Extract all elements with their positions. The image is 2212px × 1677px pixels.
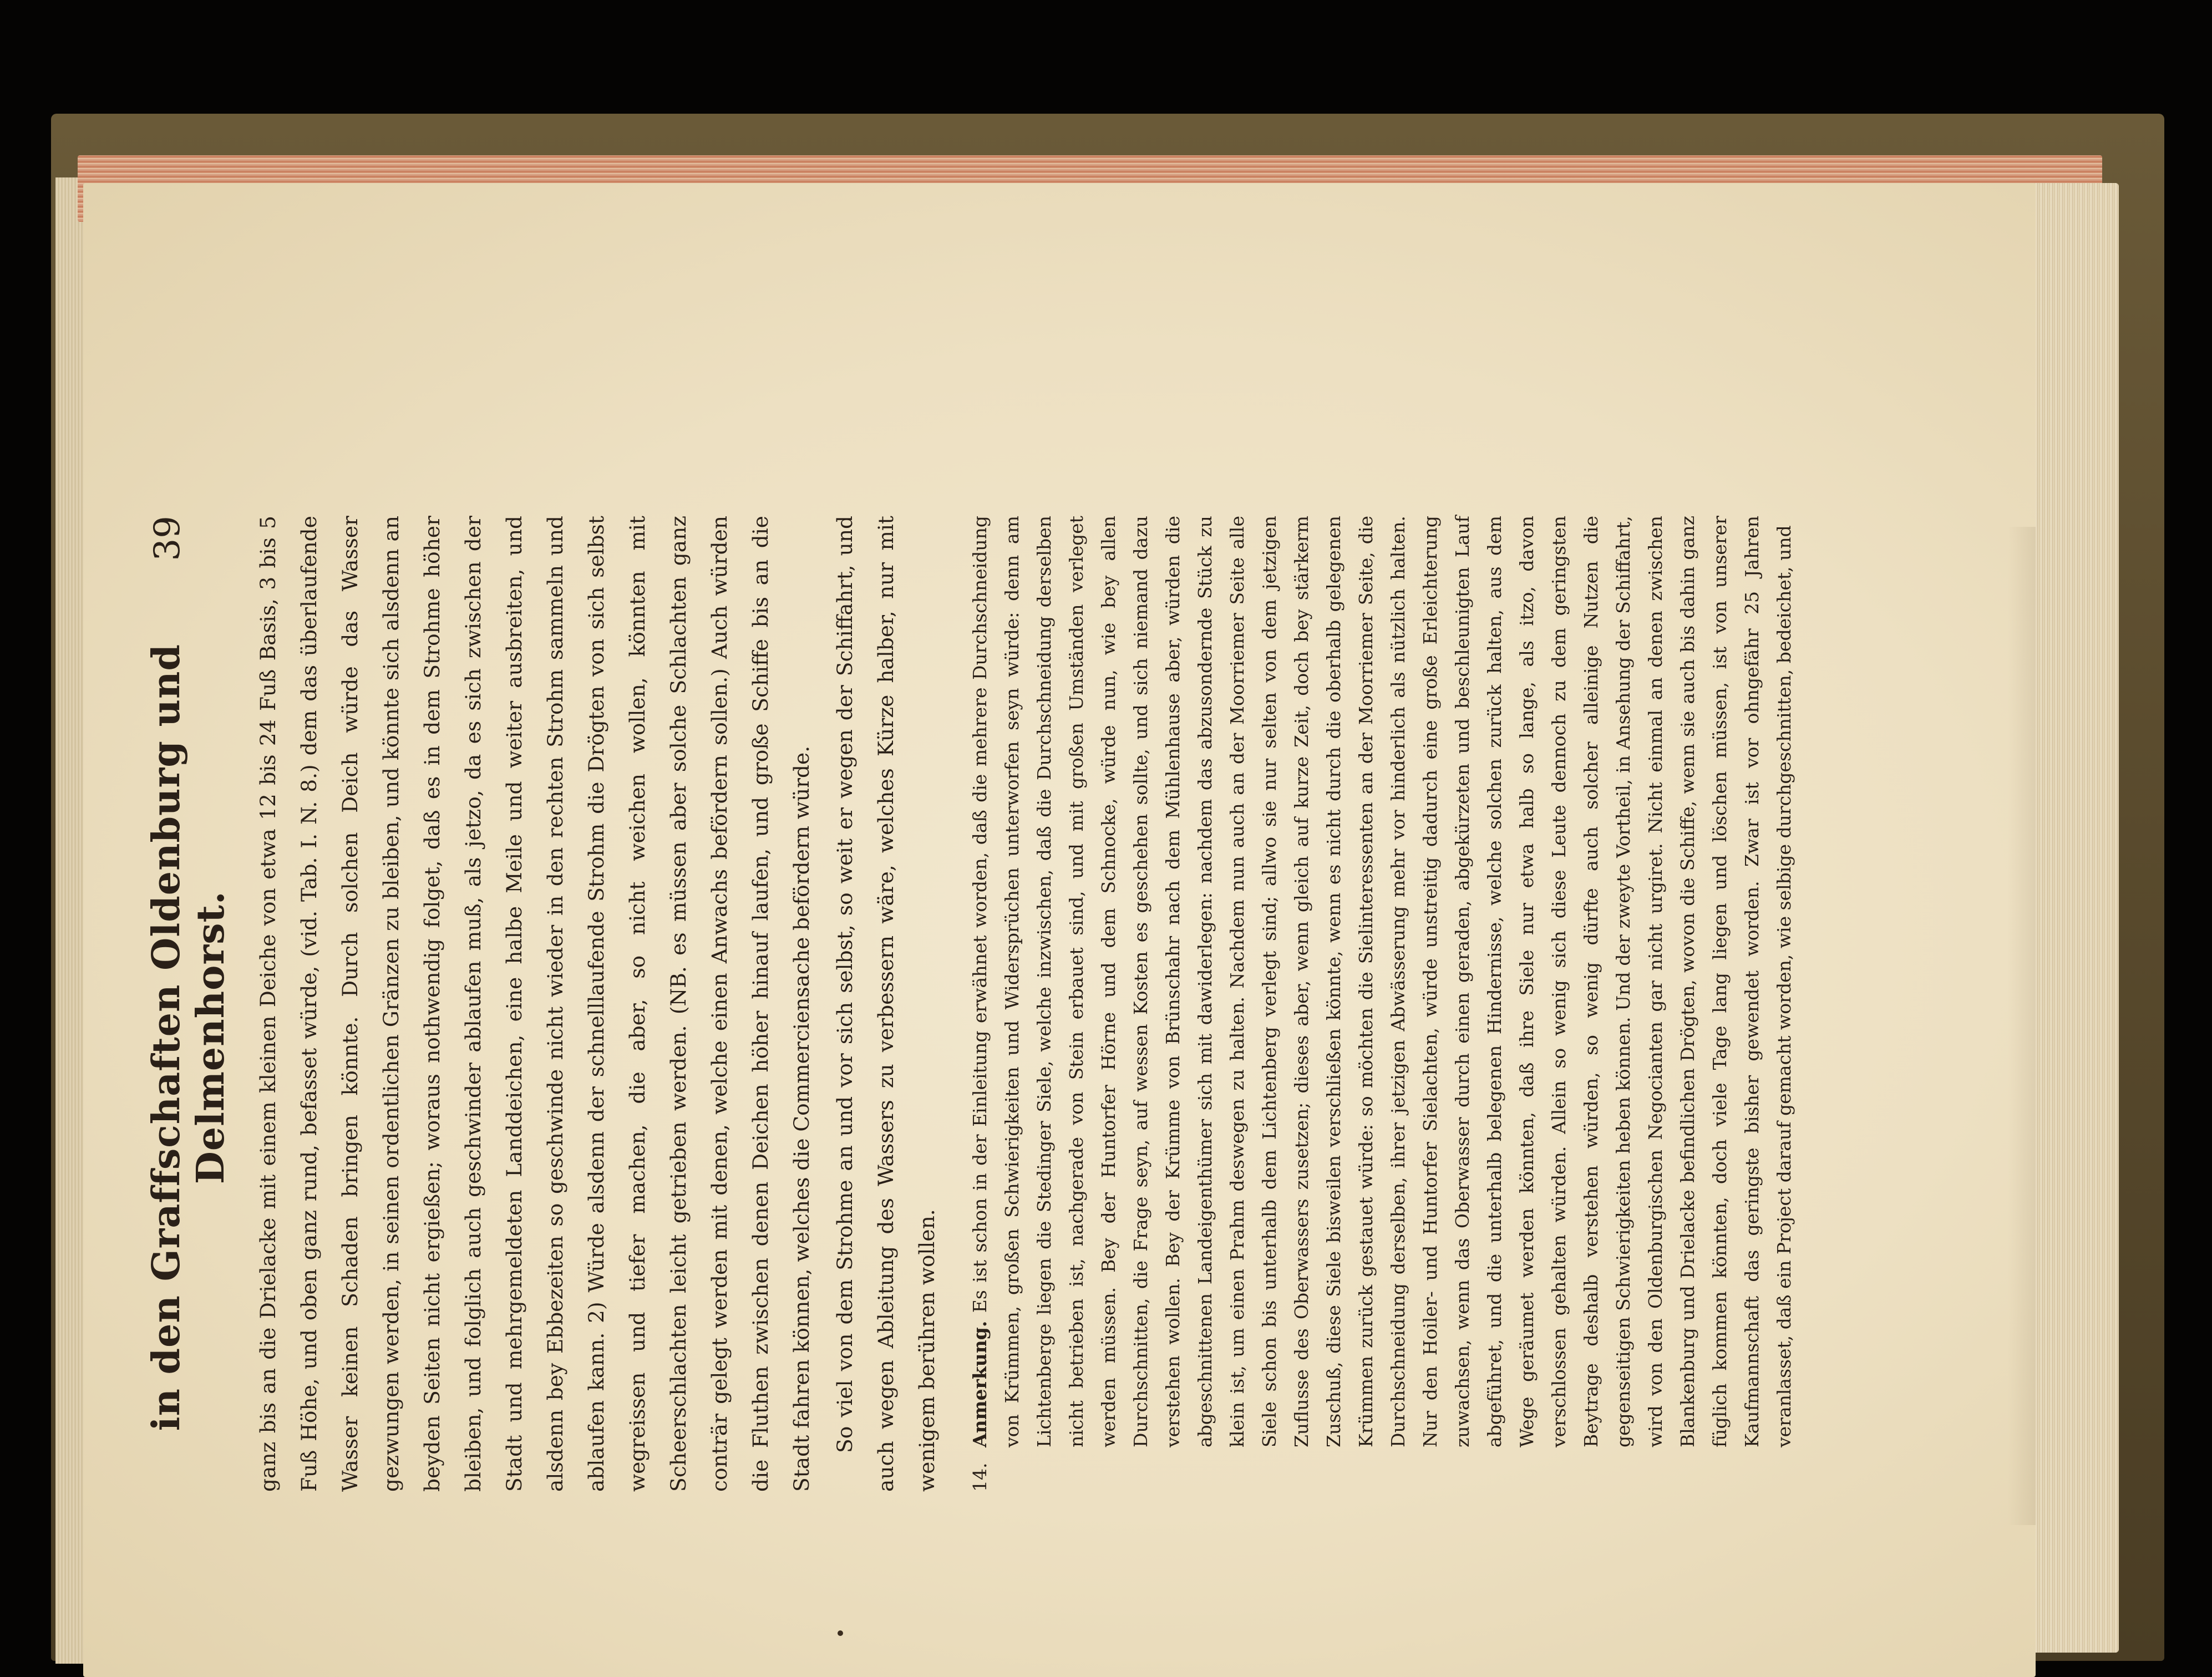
note-text: Es ist schon in der Einleitung erwähnet worden, daß die mehrere Durchschneidung von Krümmen, großen Schwierigkeiten und Widersprüchen unterworfen seyn würde: denn am Lichtenberge liegen die Stedinger Siele, welche inzwischen, daß die Durchschneidung derselben nicht betrieben ist, nachgerade von Stein erbauet sind, und mit großen Umständen verleget werden müssen. Bey der Huntorfer Hörne und dem Schnocke, würde nun, wie bey allen Durchschnitten, die Frage seyn, auf wessen Kosten es geschehen sollte, und sich niemand dazu verstehen wollen. Bey der Krümme von Brünschahr nach dem Mühlenhause aber, würden die abgeschnittenen Landeigenthümer sich mit dawiderlegen: nachdem das abzusondernde Stück zu klein ist, um einen Prahm deswegen zu halten. Nachdem nun auch an der Moorriemer Seite alle Siele schon bis unterhalb dem Lichtenberg verlegt sind; allwo sie nur selten von dem jetzigen Zuflusse des Oberwassers zusetzen; dieses aber, wenn gleich auf kurze Zeit, doch bey stärkerm Zuschuß, diese Siele bisweilen verschließen könnte, wenn es nicht durch die oberhalb gelegenen Krümmen zurück gestauet würde: so möchten die Sielinteressenten an der Moorriemer Seite, die Durchschneidung derselben, ihrer jetzigen Abwässerung mehr vor hinderlich als nützlich halten. Nur den Hoiler- und Huntorfer Sielachten, würde unstreitig dadurch eine große Erleichterung zuwachsen, wenn das Oberwasser durch einen geraden, abgekürzeten und beschleunigten Lauf abgeführet, und die unterhalb belegenen Hindernisse, welche solchen zurück halten, aus dem Wege geräumet werden könnten, daß ihre Siele nur etwa halb so lange, als itzo, davon verschlossen gehalten würden. Allein so wenig sich diese Leute dennoch zu dem geringsten Beytrage deshalb verstehen würden, so wenig dürfte auch solcher alleinige Nutzen die gegenseitigen Schwierigkeiten heben können. Und der zweyte Vortheil, in Ansehung der Schiffahrt, wird von den Oldenburgischen Negocianten gar nicht urgiret. Nicht einmal an denen zwischen Blankenburg und Drielacke befindlichen Drögten, wovon die Schiffe, wenn sie auch bis dahin ganz füglich kommen könnten, doch viele Tage lang liegen und löschen müssen, ist von unserer Kaufmannschaft das geringste bisher gewendet worden. Zwar ist vor ohngefähr 25 Jahren veranlasset, daß ein Project darauf gemacht worden, wie selbige durchgeschnitten, bedeichet, und bbox=[969, 516, 1795, 1447]
footnote-remark bbox=[964, 516, 1800, 1492]
running-title: in den Graffschaften Oldenburg und Delmenhorst. bbox=[144, 644, 233, 1431]
ink-speck bbox=[838, 1630, 843, 1636]
note-body bbox=[964, 516, 1800, 1447]
note-number: 14. bbox=[969, 1462, 991, 1492]
note-label: Anmerkung. bbox=[969, 1313, 991, 1447]
running-head bbox=[144, 516, 233, 1492]
body-paragraph: So viel von dem Strohme an und vor sich selbst, so weit er wegen der Schiffahrt, und auch wegen Ableitung des Wassers zu verbessern wäre, welches Kürze halber, nur mit wenigem berühren wollen. bbox=[833, 516, 939, 1492]
page-gutter-shadow bbox=[2008, 527, 2036, 1525]
book-page bbox=[83, 183, 2036, 1677]
rotated-text-block bbox=[144, 516, 1808, 1492]
page-number: 39 bbox=[147, 516, 188, 561]
body-paragraph: ganz bis an die Drielacke mit einem kleinen Deiche von etwa 12 bis 24 Fuß Basis, 3 bis 5 Fuß Höhe, und oben ganz rund, befasset würde, (vid. Tab. I. N. 8.) dem das überlaufende Wasser keinen Schaden bringen könnte. Durch solchen Deich würde das Wasser gezwungen werden, in seinen ordentlichen Gränzen zu bleiben, und könnte sich alsdenn an beyden Seiten nicht ergießen; woraus nothwendig folget, daß es in dem Strohme höher bleiben, und folglich auch geschwinder ablaufen muß, als jetzo, da es sich zwischen der Stadt und mehrgemeldeten Landdeichen, eine halbe Meile und weiter ausbreiten, und alsdenn bey Ebbezeiten so geschwinde nicht wieder in den rechten Strohm sammeln und ablaufen kann. 2) Würde alsdenn der schnelllaufende Strohm die Drögten von sich selbst wegreissen und tiefer machen, die aber, so nicht weichen wollen, könnten mit Scheerschlachten leicht getrieben werden. (NB. es müssen aber solche Schlachten ganz conträr gelegt werden mit denen, welche einen Anwachs befördern sollen.) Auch würden die Fluthen zwischen denen Deichen höher hinauf laufen, und große Schiffe bis an die Stadt fahren können, welches die Commerciensache befördern würde. bbox=[256, 516, 814, 1492]
